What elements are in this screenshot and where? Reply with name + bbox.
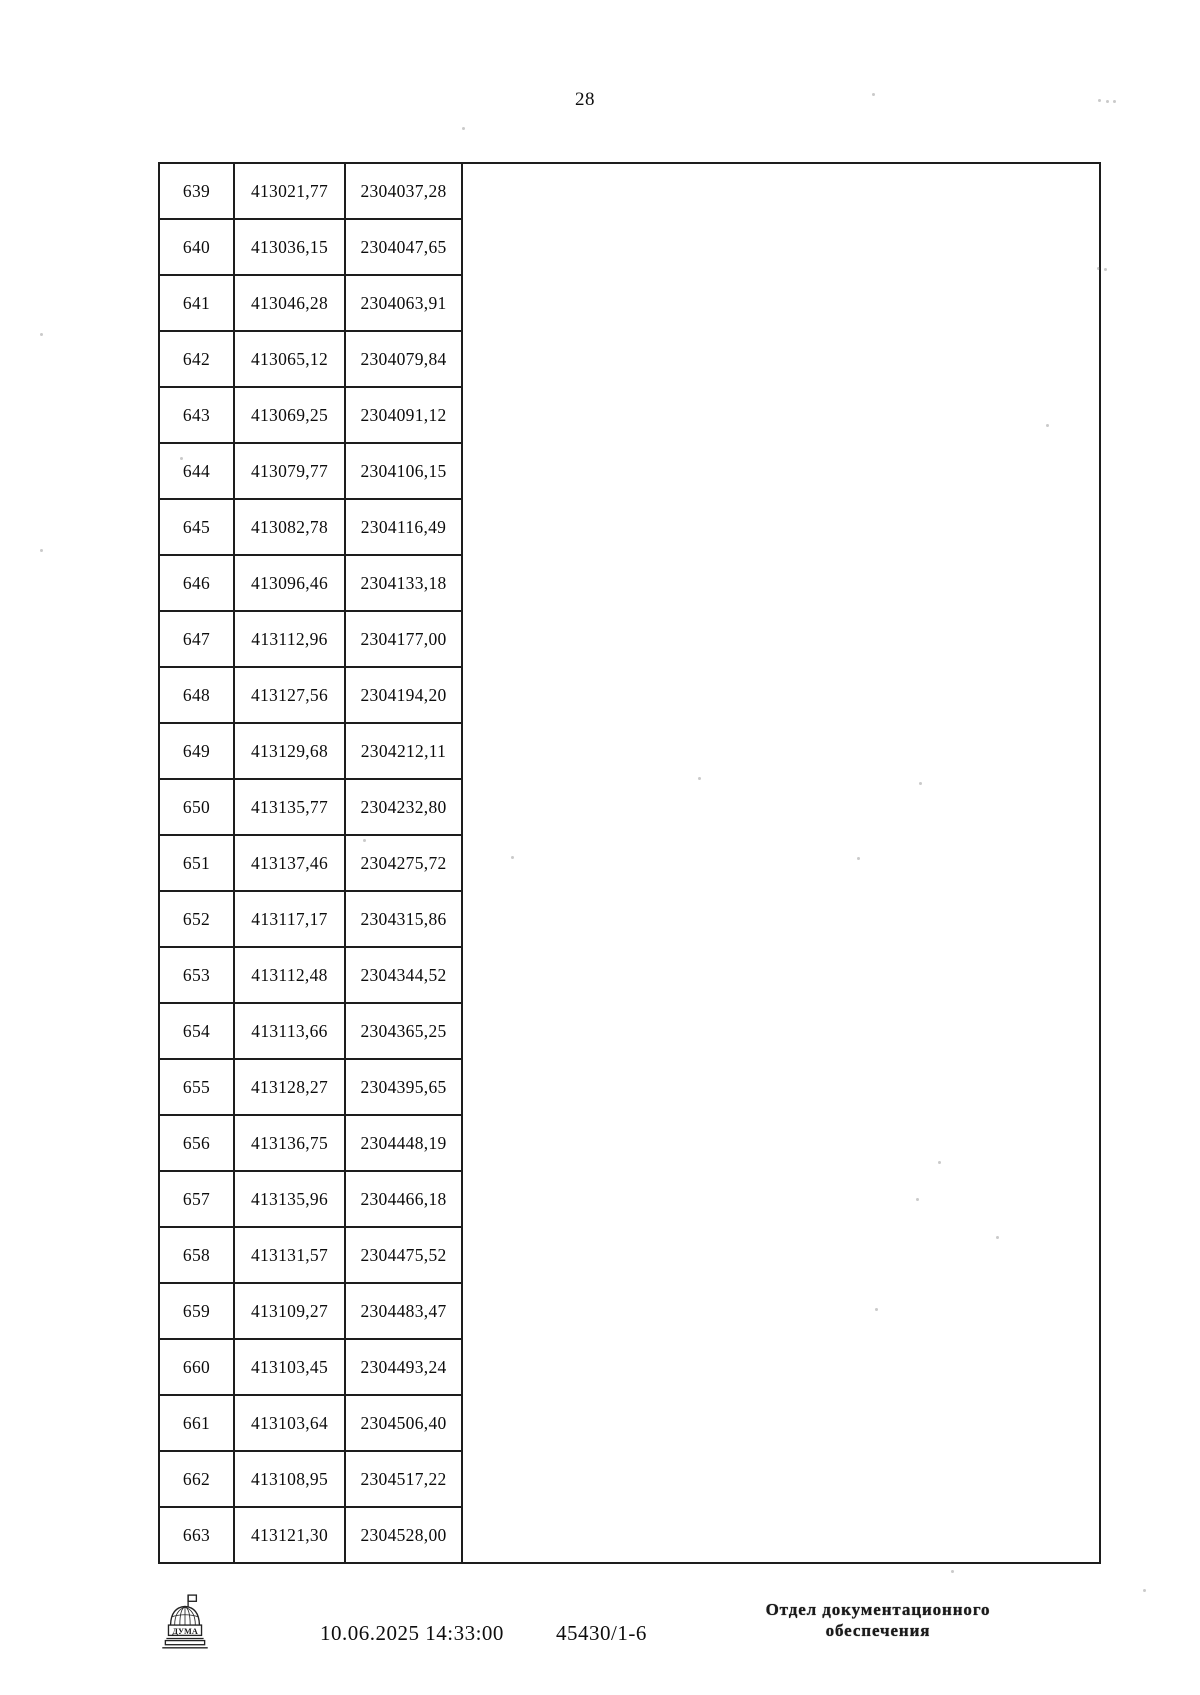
duma-emblem-label: ДУМА: [172, 1626, 198, 1636]
coordinate-x-cell: 413109,27: [234, 1283, 345, 1339]
scan-speck: [919, 782, 922, 785]
point-number-cell: 659: [159, 1283, 234, 1339]
coordinate-y-cell: 2304344,52: [345, 947, 462, 1003]
point-number-cell: 646: [159, 555, 234, 611]
point-number-cell: 643: [159, 387, 234, 443]
coordinate-y-cell: 2304212,11: [345, 723, 462, 779]
coordinate-y-cell: 2304475,52: [345, 1227, 462, 1283]
coordinate-y-cell: 2304063,91: [345, 275, 462, 331]
duma-emblem-icon: [160, 1592, 210, 1654]
table-row: [159, 163, 1100, 219]
scan-speck: [938, 1161, 941, 1164]
coordinate-x-cell: 413135,96: [234, 1171, 345, 1227]
point-number-cell: 663: [159, 1507, 234, 1563]
coordinate-x-cell: 413103,45: [234, 1339, 345, 1395]
coordinate-x-cell: 413112,96: [234, 611, 345, 667]
coordinate-x-cell: 413065,12: [234, 331, 345, 387]
coordinate-y-cell: 2304232,80: [345, 779, 462, 835]
point-number-cell: 647: [159, 611, 234, 667]
scan-speck: [180, 457, 183, 460]
coordinate-x-cell: 413103,64: [234, 1395, 345, 1451]
scan-speck: [951, 1570, 954, 1573]
coordinate-x-cell: 413069,25: [234, 387, 345, 443]
footer-document-number: 45430/1-6: [556, 1621, 647, 1645]
scan-speck: [1113, 100, 1116, 103]
point-number-cell: 654: [159, 1003, 234, 1059]
coordinate-y-cell: 2304133,18: [345, 555, 462, 611]
coordinate-x-cell: 413096,46: [234, 555, 345, 611]
department-stamp: [688, 1600, 1068, 1641]
coordinate-y-cell: 2304037,28: [345, 163, 462, 219]
point-number-cell: 650: [159, 779, 234, 835]
point-number-cell: 660: [159, 1339, 234, 1395]
coordinates-table: [158, 162, 1101, 1564]
point-number-cell: 656: [159, 1115, 234, 1171]
department-stamp-line1: Отдел документационного: [765, 1600, 991, 1619]
coordinate-x-cell: 413127,56: [234, 667, 345, 723]
point-number-cell: 652: [159, 891, 234, 947]
coordinate-y-cell: 2304315,86: [345, 891, 462, 947]
coordinate-y-cell: 2304395,65: [345, 1059, 462, 1115]
coordinate-x-cell: 413021,77: [234, 163, 345, 219]
point-number-cell: 639: [159, 163, 234, 219]
scan-speck: [1046, 424, 1049, 427]
point-number-cell: 645: [159, 499, 234, 555]
department-stamp-line2: обеспечения: [825, 1620, 931, 1640]
scan-speck: [872, 93, 875, 96]
coordinate-y-cell: 2304466,18: [345, 1171, 462, 1227]
coordinate-x-cell: 413112,48: [234, 947, 345, 1003]
scan-speck: [363, 839, 366, 842]
coordinate-y-cell: 2304275,72: [345, 835, 462, 891]
scan-speck: [1097, 267, 1100, 270]
coordinate-x-cell: 413079,77: [234, 443, 345, 499]
point-number-cell: 655: [159, 1059, 234, 1115]
point-number-cell: 661: [159, 1395, 234, 1451]
coordinate-x-cell: 413131,57: [234, 1227, 345, 1283]
point-number-cell: 649: [159, 723, 234, 779]
coordinate-x-cell: 413135,77: [234, 779, 345, 835]
scan-speck: [875, 1308, 878, 1311]
scan-speck: [40, 549, 43, 552]
coordinate-y-cell: 2304506,40: [345, 1395, 462, 1451]
scan-speck: [996, 1236, 999, 1239]
coordinate-x-cell: 413108,95: [234, 1451, 345, 1507]
scan-speck: [40, 333, 43, 336]
point-number-cell: 641: [159, 275, 234, 331]
scan-speck: [462, 127, 465, 130]
coordinate-x-cell: 413128,27: [234, 1059, 345, 1115]
coordinate-y-cell: 2304116,49: [345, 499, 462, 555]
point-number-cell: 657: [159, 1171, 234, 1227]
coordinate-x-cell: 413082,78: [234, 499, 345, 555]
coordinate-y-cell: 2304448,19: [345, 1115, 462, 1171]
coordinate-x-cell: 413117,17: [234, 891, 345, 947]
coordinate-y-cell: 2304493,24: [345, 1339, 462, 1395]
scan-speck: [698, 777, 701, 780]
coordinate-x-cell: 413137,46: [234, 835, 345, 891]
scan-speck: [1098, 99, 1101, 102]
point-number-cell: 662: [159, 1451, 234, 1507]
point-number-cell: 648: [159, 667, 234, 723]
coordinate-x-cell: 413036,15: [234, 219, 345, 275]
point-number-cell: 651: [159, 835, 234, 891]
scan-speck: [857, 857, 860, 860]
coordinates-table-body: [159, 163, 1100, 1563]
point-number-cell: 653: [159, 947, 234, 1003]
point-number-cell: 640: [159, 219, 234, 275]
scan-speck: [1106, 100, 1109, 103]
coordinate-y-cell: 2304047,65: [345, 219, 462, 275]
coordinate-x-cell: 413129,68: [234, 723, 345, 779]
point-number-cell: 658: [159, 1227, 234, 1283]
page-number: 28: [575, 89, 595, 110]
coordinate-y-cell: 2304091,12: [345, 387, 462, 443]
scan-speck: [511, 856, 514, 859]
scan-speck: [1143, 1589, 1146, 1592]
coordinate-y-cell: 2304365,25: [345, 1003, 462, 1059]
empty-column-cell: [462, 163, 1100, 1563]
coordinate-x-cell: 413121,30: [234, 1507, 345, 1563]
coordinate-y-cell: 2304106,15: [345, 443, 462, 499]
coordinate-y-cell: 2304528,00: [345, 1507, 462, 1563]
coordinate-y-cell: 2304194,20: [345, 667, 462, 723]
coordinate-y-cell: 2304483,47: [345, 1283, 462, 1339]
coordinate-y-cell: 2304079,84: [345, 331, 462, 387]
coordinate-x-cell: 413136,75: [234, 1115, 345, 1171]
point-number-cell: 642: [159, 331, 234, 387]
footer-timestamp: 10.06.2025 14:33:00: [320, 1621, 504, 1645]
coordinate-x-cell: 413113,66: [234, 1003, 345, 1059]
scan-speck: [916, 1198, 919, 1201]
coordinate-y-cell: 2304177,00: [345, 611, 462, 667]
point-number-cell: 644: [159, 443, 234, 499]
coordinate-x-cell: 413046,28: [234, 275, 345, 331]
coordinate-y-cell: 2304517,22: [345, 1451, 462, 1507]
scan-speck: [1104, 268, 1107, 271]
